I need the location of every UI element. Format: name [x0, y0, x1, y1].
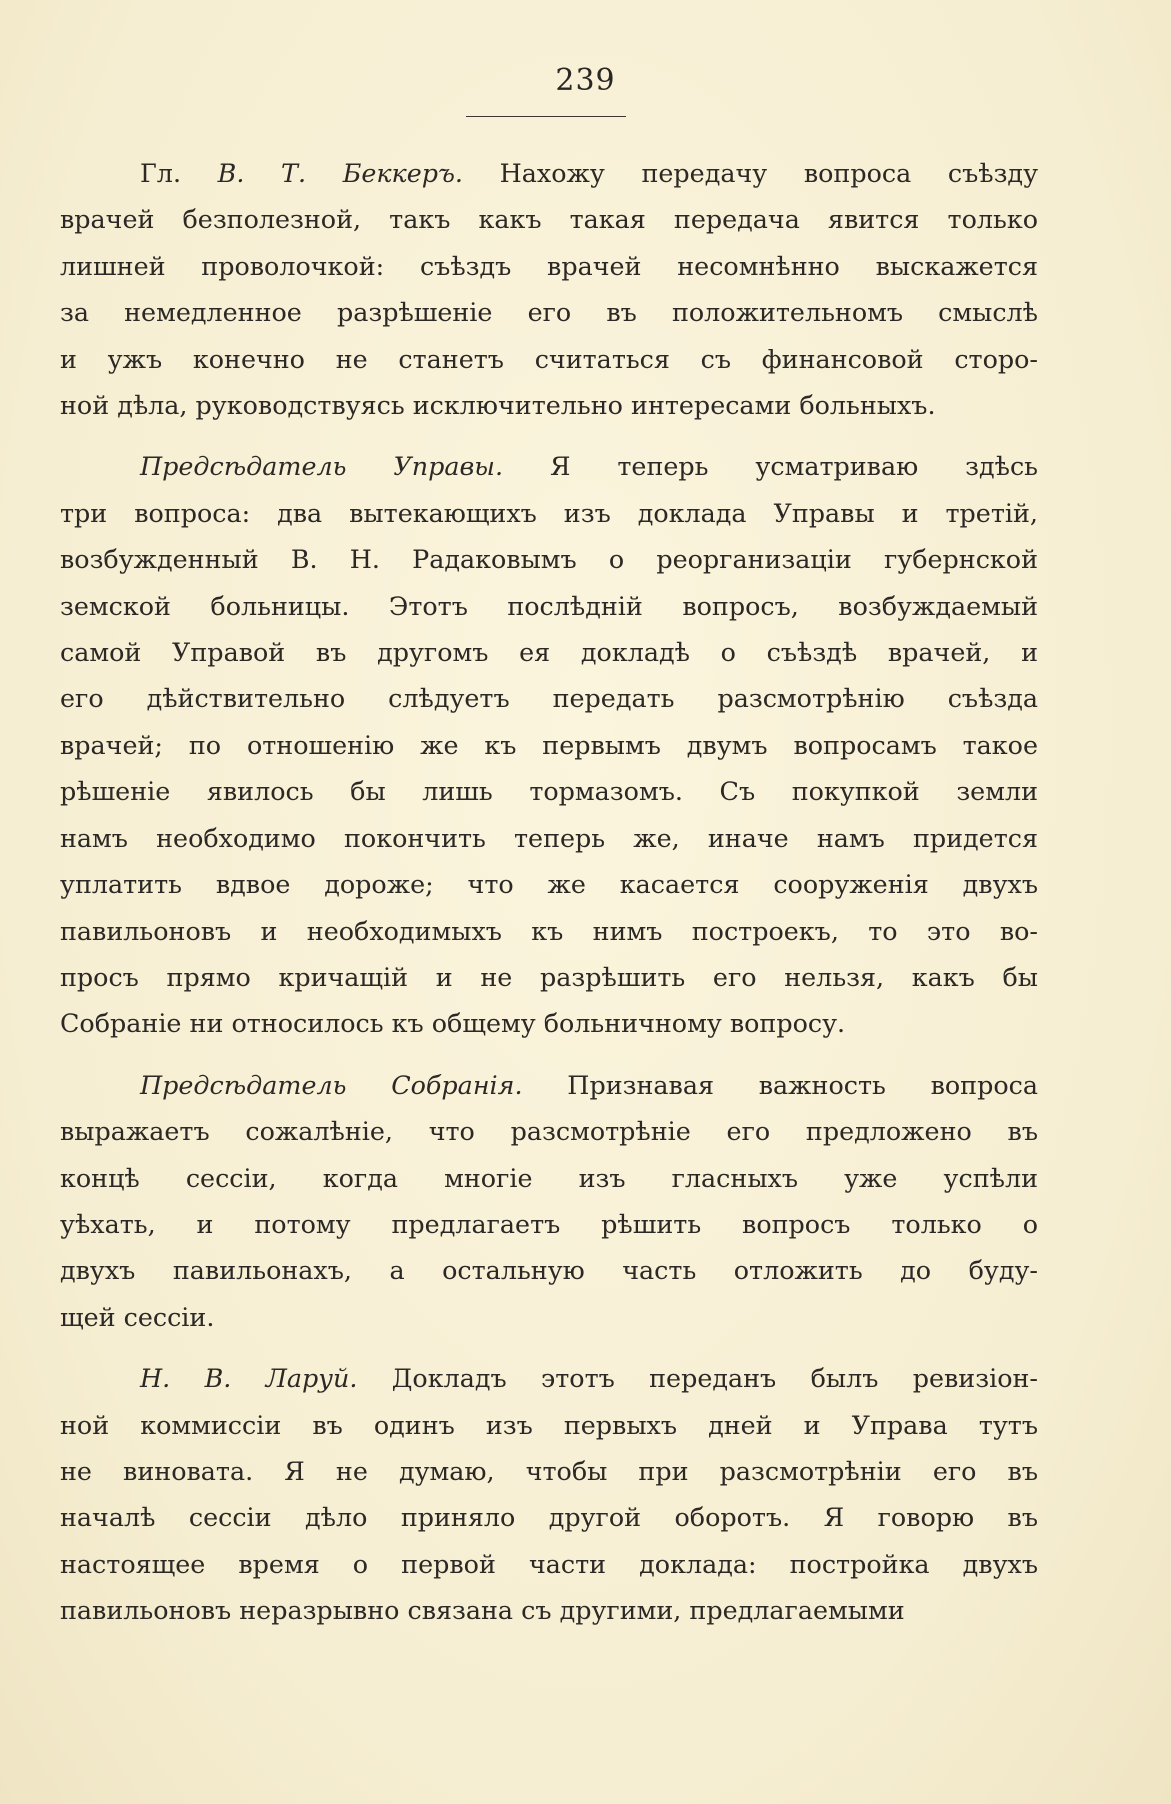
- text-line: [60, 1294, 1038, 1340]
- text-line: [60, 150, 1038, 196]
- paragraph: [60, 1355, 1038, 1633]
- paragraph: [60, 443, 1038, 1046]
- line-text: выражаетъ сожалѣніе, что разсмотрѣніе его предложено въ: [60, 1116, 1038, 1147]
- line-text: уѣхать, и потому предлагаетъ рѣшить вопросъ только о: [60, 1208, 1038, 1239]
- line-text: не виновата. Я не думаю, чтобы при разсмотрѣніи его въ: [60, 1455, 1038, 1486]
- body-text: [60, 150, 1038, 1649]
- line-text: Докладъ этотъ переданъ былъ ревизіон-: [357, 1363, 1038, 1394]
- speaker-name: В. Т. Беккеръ.: [217, 158, 463, 188]
- line-text: Признавая важность вопроса: [522, 1069, 1038, 1100]
- page-header: [0, 63, 1171, 98]
- line-text: за немедленное разрѣшеніе его въ положительномъ смыслѣ: [60, 297, 1038, 328]
- text-line: [60, 243, 1038, 289]
- line-text: намъ необходимо покончить теперь же, иначе намъ придется: [60, 822, 1038, 853]
- text-line: [60, 1155, 1038, 1201]
- line-text: возбужденный В. Н. Радаковымъ о реорганизаціи губернской: [60, 544, 1038, 575]
- text-line: [60, 908, 1038, 954]
- text-line: [60, 196, 1038, 242]
- page-number: 239: [555, 63, 616, 98]
- text-line: [60, 1000, 1038, 1046]
- line-text: рѣшеніе явилось бы лишь тормазомъ. Съ покупкой земли: [60, 776, 1038, 807]
- text-line: [60, 1062, 1038, 1108]
- text-line: [60, 1402, 1038, 1448]
- text-line: [60, 443, 1038, 489]
- header-rule: [466, 116, 626, 117]
- line-text: павильоновъ и необходимыхъ къ нимъ построекъ, то это во-: [60, 915, 1038, 946]
- line-text: двухъ павильонахъ, а остальную часть отложить до буду-: [60, 1255, 1038, 1286]
- paragraph: [60, 150, 1038, 428]
- line-text: щей сессіи.: [60, 1301, 215, 1332]
- speaker-name: Предсѣдатель Собранія.: [140, 1069, 523, 1100]
- line-text: земской больницы. Этотъ послѣдній вопросъ, возбуждаемый: [60, 590, 1038, 621]
- text-line: [60, 861, 1038, 907]
- speaker-name: Н. В. Ларуй.: [140, 1363, 358, 1394]
- text-line: [60, 490, 1038, 536]
- text-line: [60, 815, 1038, 861]
- text-line: [60, 382, 1038, 428]
- line-text: самой Управой въ другомъ ея докладѣ о съѣздѣ врачей, и: [60, 637, 1038, 668]
- text-line: [60, 1355, 1038, 1401]
- line-text: и ужъ конечно не станетъ считаться съ финансовой сторо-: [60, 343, 1038, 374]
- paragraph: [60, 1062, 1038, 1340]
- line-text: врачей безполезной, такъ какъ такая передача явится только: [60, 204, 1038, 235]
- text-line: [60, 768, 1038, 814]
- line-text: павильоновъ неразрывно связана съ другими, предлагаемыми: [60, 1595, 905, 1626]
- text-line: [60, 583, 1038, 629]
- speaker-title: Гл.: [140, 158, 218, 188]
- line-text: уплатить вдвое дороже; что же касается сооруженія двухъ: [60, 869, 1038, 900]
- text-line: [60, 1541, 1038, 1587]
- line-text: началѣ сессіи дѣло приняло другой оборотъ. Я говорю въ: [60, 1502, 1038, 1533]
- text-line: [60, 722, 1038, 768]
- text-line: [60, 1201, 1038, 1247]
- text-line: [60, 1494, 1038, 1540]
- text-line: [60, 1448, 1038, 1494]
- line-text: Я теперь усматриваю здѣсь: [503, 451, 1038, 482]
- text-line: [60, 536, 1038, 582]
- line-text: его дѣйствительно слѣдуетъ передать разсмотрѣнію съѣзда: [60, 683, 1038, 714]
- text-line: [60, 675, 1038, 721]
- text-line: [60, 629, 1038, 675]
- text-line: [60, 1587, 1038, 1633]
- speaker-name: Предсѣдатель Управы.: [140, 451, 504, 482]
- text-line: [60, 1108, 1038, 1154]
- line-text: ной дѣла, руководствуясь исключительно интересами больныхъ.: [60, 390, 936, 421]
- line-text: три вопроса: два вытекающихъ изъ доклада Управы и третій,: [60, 497, 1038, 528]
- line-text: лишней проволочкой: съѣздъ врачей несомнѣнно выскажется: [60, 250, 1038, 281]
- line-text: врачей; по отношенію же къ первымъ двумъ вопросамъ такое: [60, 729, 1038, 760]
- line-text: настоящее время о первой части доклада: постройка двухъ: [60, 1548, 1038, 1579]
- line-text: Собраніе ни относилось къ общему больничному вопросу.: [60, 1008, 846, 1039]
- text-line: [60, 954, 1038, 1000]
- text-line: [60, 1247, 1038, 1293]
- text-line: [60, 289, 1038, 335]
- line-text: концѣ сессіи, когда многіе изъ гласныхъ уже успѣли: [60, 1162, 1038, 1193]
- text-line: [60, 336, 1038, 382]
- line-text: Нахожу передачу вопроса съѣзду: [463, 158, 1039, 188]
- line-text: ной коммиссіи въ одинъ изъ первыхъ дней и Управа тутъ: [60, 1409, 1038, 1440]
- line-text: просъ прямо кричащій и не разрѣшить его нельзя, какъ бы: [60, 961, 1038, 992]
